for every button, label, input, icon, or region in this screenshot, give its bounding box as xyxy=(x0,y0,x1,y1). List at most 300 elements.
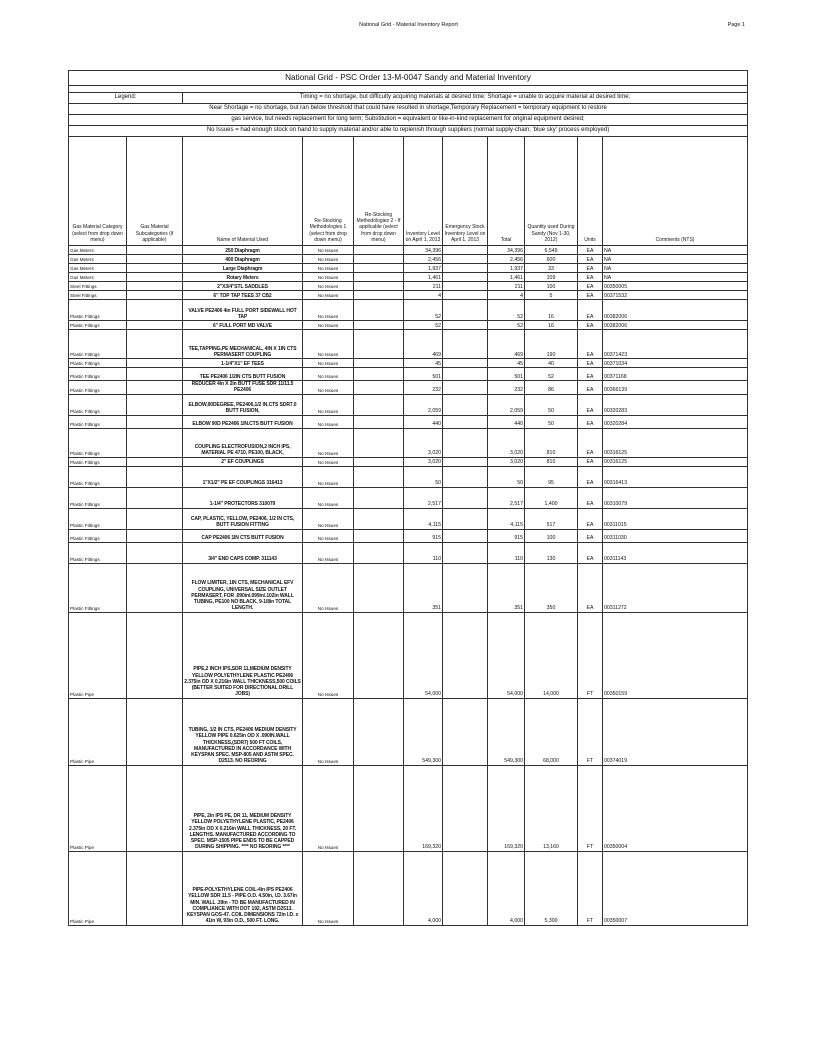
cell-restock-method-1: No Issues xyxy=(303,457,354,466)
cell-category: Plastic Fittings xyxy=(69,394,127,415)
report-title-row xyxy=(69,71,748,86)
cell-emergency-stock xyxy=(443,415,488,428)
cell-category: Plastic Fittings xyxy=(69,300,127,321)
cell-inventory-level: 52 xyxy=(404,300,443,321)
cell-emergency-stock xyxy=(443,255,488,264)
cell-total: 54,000 xyxy=(488,612,525,698)
cell-total: 34,396 xyxy=(488,246,525,255)
table-row xyxy=(69,457,748,466)
cell-category: Gas Meters xyxy=(69,255,127,264)
cell-category: Plastic Pipe xyxy=(69,698,127,765)
cell-category: Plastic Fittings xyxy=(69,359,127,368)
cell-material-name: TEE,TAPPING,PE MECHANICAL, 4IN X 1IN CTS PERMASERT COUPLING xyxy=(183,330,303,359)
cell-category: Plastic Pipe xyxy=(69,612,127,698)
cell-total: 2,059 xyxy=(488,394,525,415)
column-header-row xyxy=(69,137,748,246)
cell-material-name: Large Diaphragm xyxy=(183,264,303,273)
cell-category: Plastic Fittings xyxy=(69,330,127,359)
inventory-table xyxy=(68,70,748,926)
cell-restock-method-2 xyxy=(354,246,404,255)
cell-emergency-stock xyxy=(443,291,488,300)
cell-units: EA xyxy=(578,487,603,508)
column-header: Units xyxy=(578,137,603,246)
cell-units: EA xyxy=(578,291,603,300)
cell-total: 501 xyxy=(488,368,525,381)
cell-subcategory xyxy=(127,246,183,255)
column-header: Re-Stocking Methodologies 1 (select from drop down menu) xyxy=(303,137,354,246)
cell-units: EA xyxy=(578,394,603,415)
cell-emergency-stock xyxy=(443,851,488,925)
cell-restock-method-2 xyxy=(354,368,404,381)
cell-inventory-level: 54,000 xyxy=(404,612,443,698)
table-row xyxy=(69,368,748,381)
cell-material-name: PIPE, 2in IPS PE, DR 11, MEDIUM DENSITY YELLOW POLYETHYLENE PLASTIC, PE2406 2.375in OD X 0.216in WALL THICKNESS, 20 FT. LENGTHS. MANUFACTURED ACCORDING TO SPEC. MSP-1505 PIPE ENDS TO BE CAPPED DURING SHIPPING. **** NO REORING **** xyxy=(183,765,303,851)
cell-restock-method-2 xyxy=(354,321,404,330)
cell-comments: 00350005 xyxy=(603,282,748,291)
cell-material-name: 3/4" END CAPS COMP. 311143 xyxy=(183,542,303,563)
column-header: Total xyxy=(488,137,525,246)
column-header: Comments (NTS) xyxy=(603,137,748,246)
cell-subcategory xyxy=(127,529,183,542)
cell-restock-method-1: No Issues xyxy=(303,563,354,612)
cell-category: Plastic Fittings xyxy=(69,487,127,508)
cell-quantity-used: 100 xyxy=(525,529,578,542)
cell-quantity-used: 5 xyxy=(525,291,578,300)
cell-total: 469 xyxy=(488,330,525,359)
cell-units: EA xyxy=(578,508,603,529)
column-header: Name of Material Used xyxy=(183,137,303,246)
cell-quantity-used: 40 xyxy=(525,359,578,368)
cell-restock-method-1: No Issues xyxy=(303,300,354,321)
cell-comments: NA xyxy=(603,255,748,264)
cell-inventory-level: 1,937 xyxy=(404,264,443,273)
table-row xyxy=(69,698,748,765)
cell-emergency-stock xyxy=(443,246,488,255)
table-row xyxy=(69,255,748,264)
cell-material-name: TEE PE2406 1/2IN CTS BUTT FUSION xyxy=(183,368,303,381)
cell-restock-method-1: No Issues xyxy=(303,255,354,264)
column-header: Quantity used During Sandy (Nov 1-30, 2012) xyxy=(525,137,578,246)
cell-material-name: FLOW LIMITER, 1IN CTS, MECHANICAL EFV COUPLING, UNIVERSAL SIZE OUTLET PERMASERT, FOR .090in/.099in/.102in WALL TUBING, PE100 NO BLACK, 9-1/8in TOTAL LENGTH. xyxy=(183,563,303,612)
cell-comments: 00371423 xyxy=(603,330,748,359)
cell-units: EA xyxy=(578,457,603,466)
cell-emergency-stock xyxy=(443,394,488,415)
cell-units: EA xyxy=(578,381,603,395)
cell-subcategory xyxy=(127,457,183,466)
cell-emergency-stock xyxy=(443,321,488,330)
cell-inventory-level: 50 xyxy=(404,466,443,487)
cell-inventory-level: 169,320 xyxy=(404,765,443,851)
cell-restock-method-1: No Issues xyxy=(303,698,354,765)
cell-quantity-used: 6,549 xyxy=(525,246,578,255)
cell-subcategory xyxy=(127,394,183,415)
cell-restock-method-2 xyxy=(354,612,404,698)
cell-category: Plastic Fittings xyxy=(69,466,127,487)
cell-restock-method-1: No Issues xyxy=(303,321,354,330)
legend-line: No Issues = had enough stock on hand to supply material and/or able to replenish through suppliers (normal supply-chain; 'blue sky' process employed) xyxy=(69,126,748,137)
cell-subcategory xyxy=(127,381,183,395)
cell-inventory-level: 469 xyxy=(404,330,443,359)
cell-comments: NA xyxy=(603,273,748,282)
cell-comments: 00350159 xyxy=(603,612,748,698)
table-row xyxy=(69,428,748,457)
cell-units: EA xyxy=(578,415,603,428)
cell-quantity-used: 517 xyxy=(525,508,578,529)
table-row xyxy=(69,330,748,359)
cell-total: 915 xyxy=(488,529,525,542)
legend-row xyxy=(69,93,748,104)
spacer-row xyxy=(69,86,748,93)
cell-restock-method-2 xyxy=(354,394,404,415)
cell-inventory-level: 45 xyxy=(404,359,443,368)
cell-units: EA xyxy=(578,359,603,368)
cell-units: FT xyxy=(578,612,603,698)
cell-inventory-level: 2,517 xyxy=(404,487,443,508)
cell-restock-method-2 xyxy=(354,300,404,321)
table-row xyxy=(69,381,748,395)
cell-material-name: 1"X1/2" PE EF COUPLINGS 316413 xyxy=(183,466,303,487)
cell-comments: 00374019 xyxy=(603,698,748,765)
cell-restock-method-2 xyxy=(354,457,404,466)
cell-units: EA xyxy=(578,300,603,321)
cell-emergency-stock xyxy=(443,282,488,291)
cell-restock-method-1: No Issues xyxy=(303,765,354,851)
cell-quantity-used: 16 xyxy=(525,300,578,321)
cell-category: Gas Meters xyxy=(69,246,127,255)
cell-quantity-used: 33 xyxy=(525,264,578,273)
cell-comments: 00350007 xyxy=(603,851,748,925)
table-row xyxy=(69,765,748,851)
table-row xyxy=(69,851,748,925)
cell-total: 52 xyxy=(488,321,525,330)
cell-category: Plastic Fittings xyxy=(69,415,127,428)
column-header: Emergency Stock Inventory Level on April 1, 2013 xyxy=(443,137,488,246)
legend-row xyxy=(69,115,748,126)
cell-inventory-level: 501 xyxy=(404,368,443,381)
column-header: Inventory Level on April 1, 2013 xyxy=(404,137,443,246)
legend-label: Legend: xyxy=(69,93,183,104)
cell-subcategory xyxy=(127,300,183,321)
cell-comments: 00311015 xyxy=(603,508,748,529)
cell-material-name: 6" FULL PORT MD VALVE xyxy=(183,321,303,330)
cell-quantity-used: 95 xyxy=(525,466,578,487)
cell-material-name: COUPLING ELECTROFUSION,2 INCH IPS, MATERIAL PE 4710, PE100, BLACK, xyxy=(183,428,303,457)
cell-material-name: 1-1/4" PROTECTORS 310079 xyxy=(183,487,303,508)
cell-quantity-used: 50 xyxy=(525,394,578,415)
cell-comments: NA xyxy=(603,264,748,273)
cell-inventory-level: 4,000 xyxy=(404,851,443,925)
cell-inventory-level: 351 xyxy=(404,563,443,612)
cell-restock-method-2 xyxy=(354,330,404,359)
cell-inventory-level: 2,456 xyxy=(404,255,443,264)
cell-restock-method-1: No Issues xyxy=(303,466,354,487)
cell-subcategory xyxy=(127,321,183,330)
legend-line: Timing = no shortage, but difficulty acquiring materials at desired time; Shortage = unable to acquire material at desired time; xyxy=(183,93,748,104)
cell-comments: NA xyxy=(603,246,748,255)
cell-units: FT xyxy=(578,765,603,851)
cell-restock-method-1: No Issues xyxy=(303,487,354,508)
cell-restock-method-1: No Issues xyxy=(303,394,354,415)
cell-total: 52 xyxy=(488,300,525,321)
cell-quantity-used: 100 xyxy=(525,282,578,291)
table-row xyxy=(69,321,748,330)
cell-restock-method-2 xyxy=(354,255,404,264)
cell-restock-method-2 xyxy=(354,291,404,300)
cell-subcategory xyxy=(127,291,183,300)
cell-inventory-level: 211 xyxy=(404,282,443,291)
cell-restock-method-1: No Issues xyxy=(303,428,354,457)
column-header: Gas Material Category (select from drop down menu) xyxy=(69,137,127,246)
cell-comments: 00371532 xyxy=(603,291,748,300)
cell-subcategory xyxy=(127,264,183,273)
cell-total: 2,456 xyxy=(488,255,525,264)
cell-emergency-stock xyxy=(443,428,488,457)
cell-units: EA xyxy=(578,529,603,542)
cell-comments: 00350004 xyxy=(603,765,748,851)
cell-quantity-used: 14,000 xyxy=(525,612,578,698)
cell-material-name: 400 Diaphragm xyxy=(183,255,303,264)
cell-subcategory xyxy=(127,273,183,282)
cell-quantity-used: 109 xyxy=(525,273,578,282)
legend-row xyxy=(69,104,748,115)
legend-row xyxy=(69,126,748,137)
column-header: Gas Material Subcategories (if applicable) xyxy=(127,137,183,246)
table-row xyxy=(69,264,748,273)
table-row xyxy=(69,466,748,487)
cell-category: Gas Meters xyxy=(69,273,127,282)
cell-quantity-used: 130 xyxy=(525,542,578,563)
cell-subcategory xyxy=(127,487,183,508)
cell-inventory-level: 440 xyxy=(404,415,443,428)
cell-subcategory xyxy=(127,466,183,487)
cell-quantity-used: 86 xyxy=(525,381,578,395)
print-header-title: National Grid - Material Inventory Report xyxy=(359,22,458,28)
cell-total: 110 xyxy=(488,542,525,563)
cell-restock-method-1: No Issues xyxy=(303,612,354,698)
cell-restock-method-1: No Issues xyxy=(303,359,354,368)
cell-emergency-stock xyxy=(443,466,488,487)
cell-restock-method-2 xyxy=(354,698,404,765)
cell-inventory-level: 110 xyxy=(404,542,443,563)
cell-restock-method-1: No Issues xyxy=(303,291,354,300)
cell-units: EA xyxy=(578,428,603,457)
cell-quantity-used: 810 xyxy=(525,457,578,466)
cell-total: 440 xyxy=(488,415,525,428)
cell-total: 1,937 xyxy=(488,264,525,273)
cell-category: Steel Fittings xyxy=(69,282,127,291)
cell-comments: 00382006 xyxy=(603,321,748,330)
cell-restock-method-2 xyxy=(354,415,404,428)
cell-restock-method-2 xyxy=(354,428,404,457)
cell-units: EA xyxy=(578,368,603,381)
legend-line: gas service, but needs replacement for long term; Substitution = equivalent or like-in-kind replacement for original equipment desired; xyxy=(69,115,748,126)
cell-total: 232 xyxy=(488,381,525,395)
cell-units: FT xyxy=(578,851,603,925)
cell-total: 3,020 xyxy=(488,457,525,466)
cell-quantity-used: 1,400 xyxy=(525,487,578,508)
cell-comments: 00311143 xyxy=(603,542,748,563)
cell-inventory-level: 3,020 xyxy=(404,428,443,457)
cell-material-name: PIPE-POLYETHYLENE COIL-4in IPS PE2406 YELLOW SDR 11.5 - PIPE O.D. 4.50in, I.D. 3.67in MIN. WALL .39in - TO BE MANUFACTURED IN COMPLIANCE WITH DOT 192, ASTM D2513. KEYSPAN GOS-47. COIL DIMENSIONS 72in I.D. x 41in W, 93in O.D., 500 FT. LONG. xyxy=(183,851,303,925)
cell-total: 2,517 xyxy=(488,487,525,508)
cell-material-name: Rotary Meters xyxy=(183,273,303,282)
cell-inventory-level: 915 xyxy=(404,529,443,542)
cell-emergency-stock xyxy=(443,368,488,381)
cell-restock-method-2 xyxy=(354,508,404,529)
cell-units: EA xyxy=(578,321,603,330)
cell-category: Steel Fittings xyxy=(69,291,127,300)
cell-category: Plastic Fittings xyxy=(69,529,127,542)
cell-subcategory xyxy=(127,563,183,612)
cell-subcategory xyxy=(127,542,183,563)
cell-category: Plastic Fittings xyxy=(69,563,127,612)
cell-inventory-level: 549,300 xyxy=(404,698,443,765)
cell-subcategory xyxy=(127,508,183,529)
cell-units: FT xyxy=(578,698,603,765)
cell-emergency-stock xyxy=(443,765,488,851)
table-row xyxy=(69,612,748,698)
cell-quantity-used: 5,300 xyxy=(525,851,578,925)
cell-material-name: PIPE,2 INCH IPS,SDR 11,MEDIUM DENSITY YELLOW POLYETHYLENE PLASTIC PE2406 2.375in OD X 0.216in WALL THICKNESS,500 COILS (BETTER SUITED FOR DIRECTIONAL DRILL JOBS) xyxy=(183,612,303,698)
cell-restock-method-2 xyxy=(354,273,404,282)
cell-comments: 00382006 xyxy=(603,300,748,321)
cell-restock-method-2 xyxy=(354,282,404,291)
cell-comments: 00371034 xyxy=(603,359,748,368)
cell-restock-method-1: No Issues xyxy=(303,529,354,542)
cell-category: Plastic Fittings xyxy=(69,368,127,381)
cell-subcategory xyxy=(127,359,183,368)
cell-quantity-used: 190 xyxy=(525,330,578,359)
cell-quantity-used: 50 xyxy=(525,415,578,428)
cell-subcategory xyxy=(127,698,183,765)
cell-total: 45 xyxy=(488,359,525,368)
cell-inventory-level: 4 xyxy=(404,291,443,300)
cell-material-name: REDUCER 4in X 2in BUTT FUSE SDR 11/11.5 PE2406 xyxy=(183,381,303,395)
cell-emergency-stock xyxy=(443,381,488,395)
print-header xyxy=(0,22,817,32)
cell-emergency-stock xyxy=(443,542,488,563)
cell-subcategory xyxy=(127,368,183,381)
cell-subcategory xyxy=(127,428,183,457)
cell-quantity-used: 68,000 xyxy=(525,698,578,765)
table-row xyxy=(69,508,748,529)
cell-material-name: VALVE PE2406 4in FULL PORT SIDEWALL HOT TAP xyxy=(183,300,303,321)
cell-category: Gas Meters xyxy=(69,264,127,273)
cell-restock-method-1: No Issues xyxy=(303,851,354,925)
cell-inventory-level: 52 xyxy=(404,321,443,330)
cell-restock-method-1: No Issues xyxy=(303,381,354,395)
cell-restock-method-2 xyxy=(354,381,404,395)
cell-quantity-used: 600 xyxy=(525,255,578,264)
cell-inventory-level: 4,115 xyxy=(404,508,443,529)
cell-restock-method-2 xyxy=(354,765,404,851)
cell-total: 211 xyxy=(488,282,525,291)
print-header-page-number: Page 1 xyxy=(727,22,745,28)
cell-comments: 00366139 xyxy=(603,381,748,395)
table-row xyxy=(69,300,748,321)
cell-total: 50 xyxy=(488,466,525,487)
table-row xyxy=(69,529,748,542)
cell-total: 4,000 xyxy=(488,851,525,925)
table-row xyxy=(69,246,748,255)
cell-total: 3,020 xyxy=(488,428,525,457)
cell-quantity-used: 350 xyxy=(525,563,578,612)
table-row xyxy=(69,415,748,428)
cell-comments: 00311272 xyxy=(603,563,748,612)
cell-units: EA xyxy=(578,563,603,612)
cell-restock-method-2 xyxy=(354,487,404,508)
cell-comments: 00316125 xyxy=(603,457,748,466)
cell-restock-method-1: No Issues xyxy=(303,330,354,359)
cell-emergency-stock xyxy=(443,487,488,508)
cell-category: Plastic Fittings xyxy=(69,428,127,457)
cell-emergency-stock xyxy=(443,359,488,368)
cell-total: 4 xyxy=(488,291,525,300)
cell-comments: 00320283 xyxy=(603,394,748,415)
cell-quantity-used: 16 xyxy=(525,321,578,330)
cell-subcategory xyxy=(127,255,183,264)
cell-restock-method-2 xyxy=(354,542,404,563)
cell-emergency-stock xyxy=(443,273,488,282)
cell-inventory-level: 34,396 xyxy=(404,246,443,255)
cell-units: EA xyxy=(578,542,603,563)
cell-inventory-level: 232 xyxy=(404,381,443,395)
cell-comments: 00316413 xyxy=(603,466,748,487)
cell-category: Plastic Pipe xyxy=(69,851,127,925)
cell-units: EA xyxy=(578,466,603,487)
cell-inventory-level: 1,461 xyxy=(404,273,443,282)
cell-category: Plastic Fittings xyxy=(69,457,127,466)
cell-subcategory xyxy=(127,851,183,925)
table-row xyxy=(69,487,748,508)
cell-comments: 00371168 xyxy=(603,368,748,381)
cell-material-name: 2" EF COUPLINGS xyxy=(183,457,303,466)
cell-emergency-stock xyxy=(443,563,488,612)
cell-material-name: 6" TOP TAP TEES 37 CB2 xyxy=(183,291,303,300)
cell-restock-method-2 xyxy=(354,466,404,487)
cell-category: Plastic Fittings xyxy=(69,508,127,529)
cell-subcategory xyxy=(127,415,183,428)
cell-subcategory xyxy=(127,765,183,851)
cell-inventory-level: 3,020 xyxy=(404,457,443,466)
cell-comments: 00320284 xyxy=(603,415,748,428)
cell-restock-method-2 xyxy=(354,851,404,925)
cell-material-name: 1-1/4"X1" EF TEES xyxy=(183,359,303,368)
cell-restock-method-2 xyxy=(354,563,404,612)
column-header: Re-Stocking Methodologies 2 - If applicable (select from drop down menu) xyxy=(354,137,404,246)
cell-quantity-used: 13,160 xyxy=(525,765,578,851)
table-row xyxy=(69,563,748,612)
table-row xyxy=(69,291,748,300)
cell-material-name: ELBOW 90D PE2406 1IN.CTS BUTT FUSION xyxy=(183,415,303,428)
cell-restock-method-1: No Issues xyxy=(303,273,354,282)
cell-material-name: CAP PE2406 1IN CTS BUTT FUSION xyxy=(183,529,303,542)
cell-restock-method-1: No Issues xyxy=(303,368,354,381)
cell-comments: 00316125 xyxy=(603,428,748,457)
cell-restock-method-1: No Issues xyxy=(303,415,354,428)
cell-units: EA xyxy=(578,273,603,282)
cell-comments: 00310079 xyxy=(603,487,748,508)
table-row xyxy=(69,542,748,563)
cell-material-name: CAP, PLASTIC, YELLOW, PE2406, 1/2 IN CTS, BUTT FUSION FITTING xyxy=(183,508,303,529)
cell-category: Plastic Fittings xyxy=(69,321,127,330)
table-row xyxy=(69,394,748,415)
cell-subcategory xyxy=(127,330,183,359)
cell-comments: 00311030 xyxy=(603,529,748,542)
cell-emergency-stock xyxy=(443,508,488,529)
cell-emergency-stock xyxy=(443,612,488,698)
cell-inventory-level: 2,059 xyxy=(404,394,443,415)
